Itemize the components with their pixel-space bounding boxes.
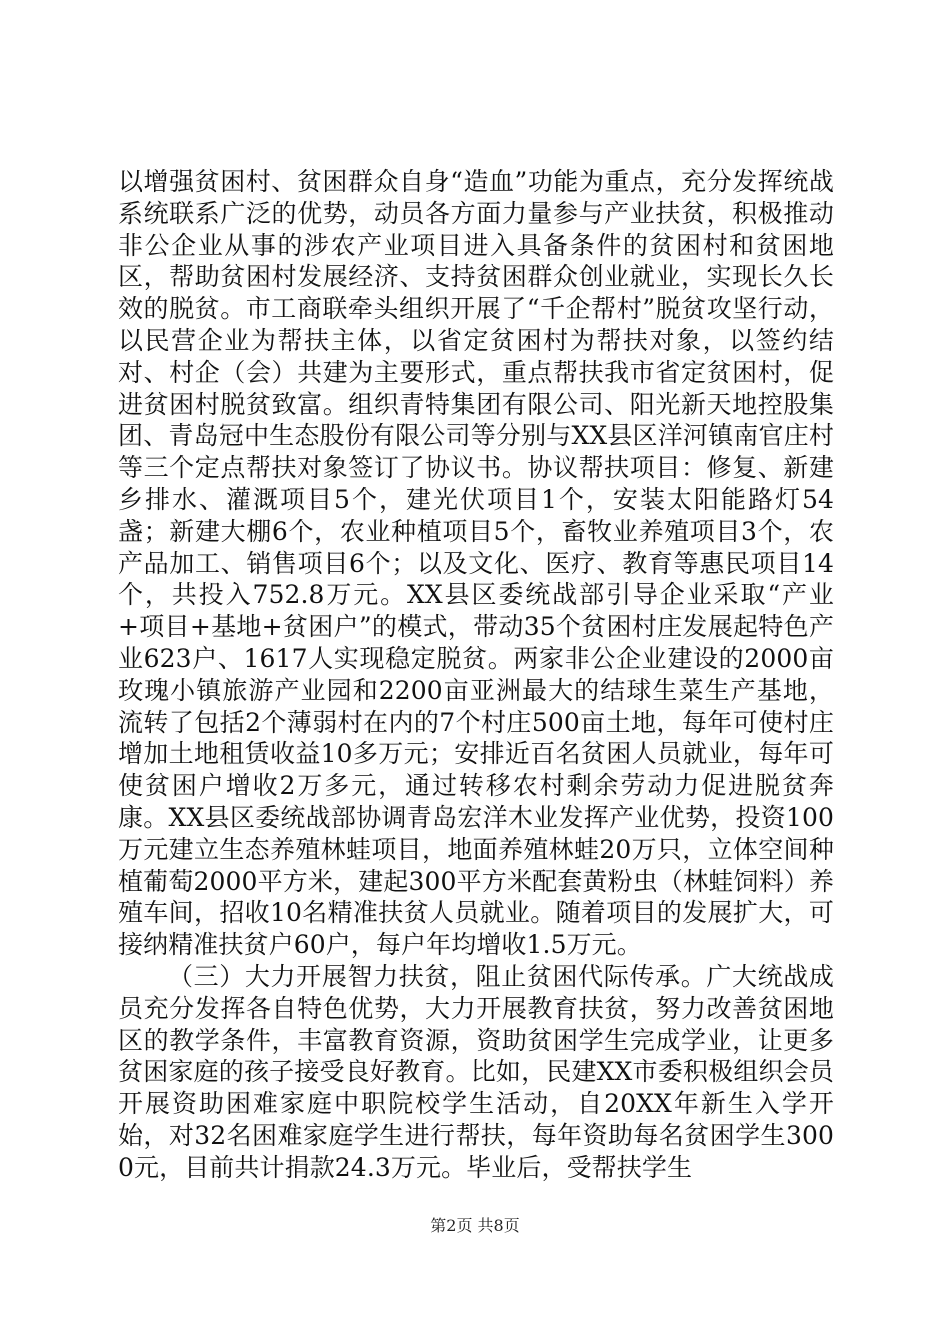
paragraph-education-poverty-alleviation: （三）大力开展智力扶贫，阻止贫困代际传承。广大统战成员充分发挥各自特色优势，大力开展教育扶贫，努力改善贫困地区的教学条件，丰富教育资源，资助贫困学生完成学业，让更多贫困家庭的孩子接受良好教育。比如，民建XX市委积极组织会员开展资助困难家庭中职院校学生活动，自20XX年新生入学开始，对32名困难家庭学生进行帮扶，每年资助每名贫困学生3000元，目前共计捐款24.3万元。毕业后，受帮扶学生 xyxy=(118,961,834,1182)
paragraph-industry-poverty-alleviation: 以增强贫困村、贫困群众自身“造血”功能为重点，充分发挥统战系统联系广泛的优势，动员各方面力量参与产业扶贫，积极推动非公企业从事的涉农产业项目进入具备条件的贫困村和贫困地区，帮助贫困村发展经济、支持贫困群众创业就业，实现长久长效的脱贫。市工商联牵头组织开展了“千企帮村”脱贫攻坚行动，以民营企业为帮扶主体，以省定贫困村为帮扶对象，以签约结对、村企（会）共建为主要形式，重点帮扶我市省定贫困村，促进贫困村脱贫致富。组织青特集团有限公司、阳光新天地控股集团、青岛冠中生态股份有限公司等分别与XX县区洋河镇南官庄村等三个定点帮扶对象签订了协议书。协议帮扶项目：修复、新建乡排水、灌溉项目5个，建光伏项目1个，安装太阳能路灯54盏；新建大棚6个，农业种植项目5个，畜牧业养殖项目3个，农产品加工、销售项目6个；以及文化、医疗、教育等惠民项目14个，共投入752.8万元。XX县区委统战部引导企业采取“产业+项目+基地+贫困户”的模式，带动35个贫困村庄发展起特色产业623户、1617人实现稳定脱贫。两家非公企业建设的2000亩玫瑰小镇旅游产业园和2200亩亚洲最大的结球生菜生产基地，流转了包括2个薄弱村在内的7个村庄500亩土地，每年可使村庄增加土地租赁收益10多万元；安排近百名贫困人员就业，每年可使贫困户增收2万多元，通过转移农村剩余劳动力促进脱贫奔康。XX县区委统战部协调青岛宏洋木业发挥产业优势，投资100万元建立生态养殖林蛙项目，地面养殖林蛙20万只，立体空间种植葡萄2000平方米，建起300平方米配套黄粉虫（林蛙饲料）养殖车间，招收10名精准扶贫人员就业。随着项目的发展扩大，可接纳精准扶贫户60户，每户年均增收1.5万元。 xyxy=(118,167,834,960)
page-number-footer: 第2页 共8页 xyxy=(430,1216,520,1235)
document-body xyxy=(118,166,834,1184)
